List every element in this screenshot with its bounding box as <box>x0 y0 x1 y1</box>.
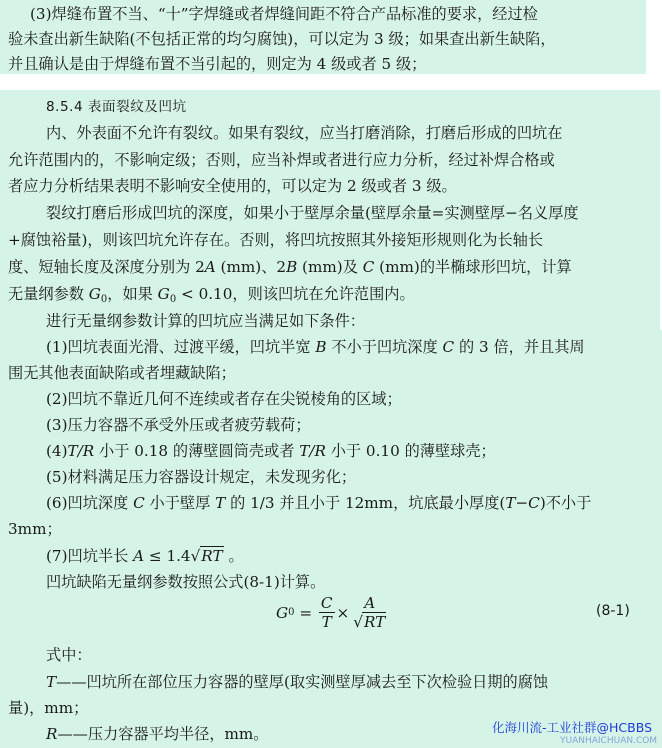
formula-8-1: G 0 = $\frac{C}{T}$ × $\frac{A}{√RT}$ <box>276 594 390 632</box>
section-heading: 8.5.4 表面裂纹及凹坑 <box>46 99 187 115</box>
condition-7: (7)凹坑半长 A ≤ 1.4√RT 。 <box>46 547 244 565</box>
formula-intro: 凹坑缺陷无量纲参数按照公式(8-1)计算。 <box>46 573 326 591</box>
fraction-c-over-t: $\frac{C}{T}$ <box>320 594 333 631</box>
where-label: 式中： <box>46 646 92 664</box>
condition-2: (2)凹坑不靠近几何不连续或者存在尖锐棱角的区域； <box>46 390 402 408</box>
text-line: +腐蚀裕量)，则该凹坑允许存在。否则，将凹坑按照其外接矩形规则化为长轴长 <box>8 231 544 249</box>
text-line: 允许范围内的，不影响定级；否则，应当补焊或者进行应力分析，经过补焊合格或 <box>8 151 555 169</box>
text-line: 并且确认是由于焊缝布置不当引起的，则定为 4 级或者 5 级； <box>8 55 427 73</box>
text-line: 内、外表面不允许有裂纹。如果有裂纹，应当打磨消除，打磨后形成的凹坑在 <box>46 124 563 142</box>
condition-1: (1)凹坑表面光滑、过渡平缓，凹坑半宽 B 不小于凹坑深度 C 的 3 倍，并且其周 <box>46 338 585 356</box>
condition-4: (4)T/R 小于 0.18 的薄壁圆筒壳或者 T/R 小于 0.10 的薄壁球壳； <box>46 442 496 460</box>
text-line: 度、短轴长度及深度分别为 2A (mm)、2B (mm)及 C (mm)的半椭球形凹坑，计算 <box>8 258 572 276</box>
equation-number: (8-1) <box>596 603 630 619</box>
definition-T-cont: 量)，mm； <box>8 699 89 717</box>
definition-T: T——凹坑所在部位压力容器的壁厚(取实测壁厚减去至下次检验日期的腐蚀 <box>46 673 549 691</box>
condition-6: (6)凹坑深度 C 小于壁厚 T 的 1/3 并且小于 12mm，坑底最小厚度(T−C)不小于 <box>46 494 592 512</box>
text-line: 裂纹打磨后形成凹坑的深度，如果小于壁厚余量(壁厚余量=实测壁厚−名义厚度 <box>46 204 579 222</box>
condition-3: (3)压力容器不承受外压或者疲劳载荷； <box>46 416 311 434</box>
fraction-a-over-sqrt-rt: $\frac{A}{√RT}$ <box>353 594 386 631</box>
text-line: 验未查出新生缺陷(不包括正常的均匀腐蚀)，可以定为 3 级；如果查出新生缺陷， <box>8 30 556 48</box>
condition-6-cont: 3mm； <box>8 520 62 538</box>
condition-1-cont: 围无其他表面缺陷或者埋藏缺陷； <box>8 364 236 382</box>
text-line: 者应力分析结果表明不影响安全使用的，可以定为 2 级或者 3 级。 <box>8 177 457 195</box>
definition-R: R——压力容器平均半径，mm。 <box>46 725 269 743</box>
text-line: 进行无量纲参数计算的凹坑应当满足如下条件： <box>46 312 365 330</box>
watermark: 化海川流-工业社群@HCBBS <box>492 720 653 735</box>
text-line: 无量纲参数 $G_0$，如果 $G_0 < 0.10$，则该凹坑在允许范围内。 <box>8 285 415 305</box>
condition-5: (5)材料满足压力容器设计规定，未发现劣化； <box>46 468 357 486</box>
text-line: (3)焊缝布置不当、“十”字焊缝或者焊缝间距不符合产品标准的要求，经过检 <box>30 5 538 23</box>
watermark-sub: YUANHAICHUAN.COM <box>560 736 658 746</box>
